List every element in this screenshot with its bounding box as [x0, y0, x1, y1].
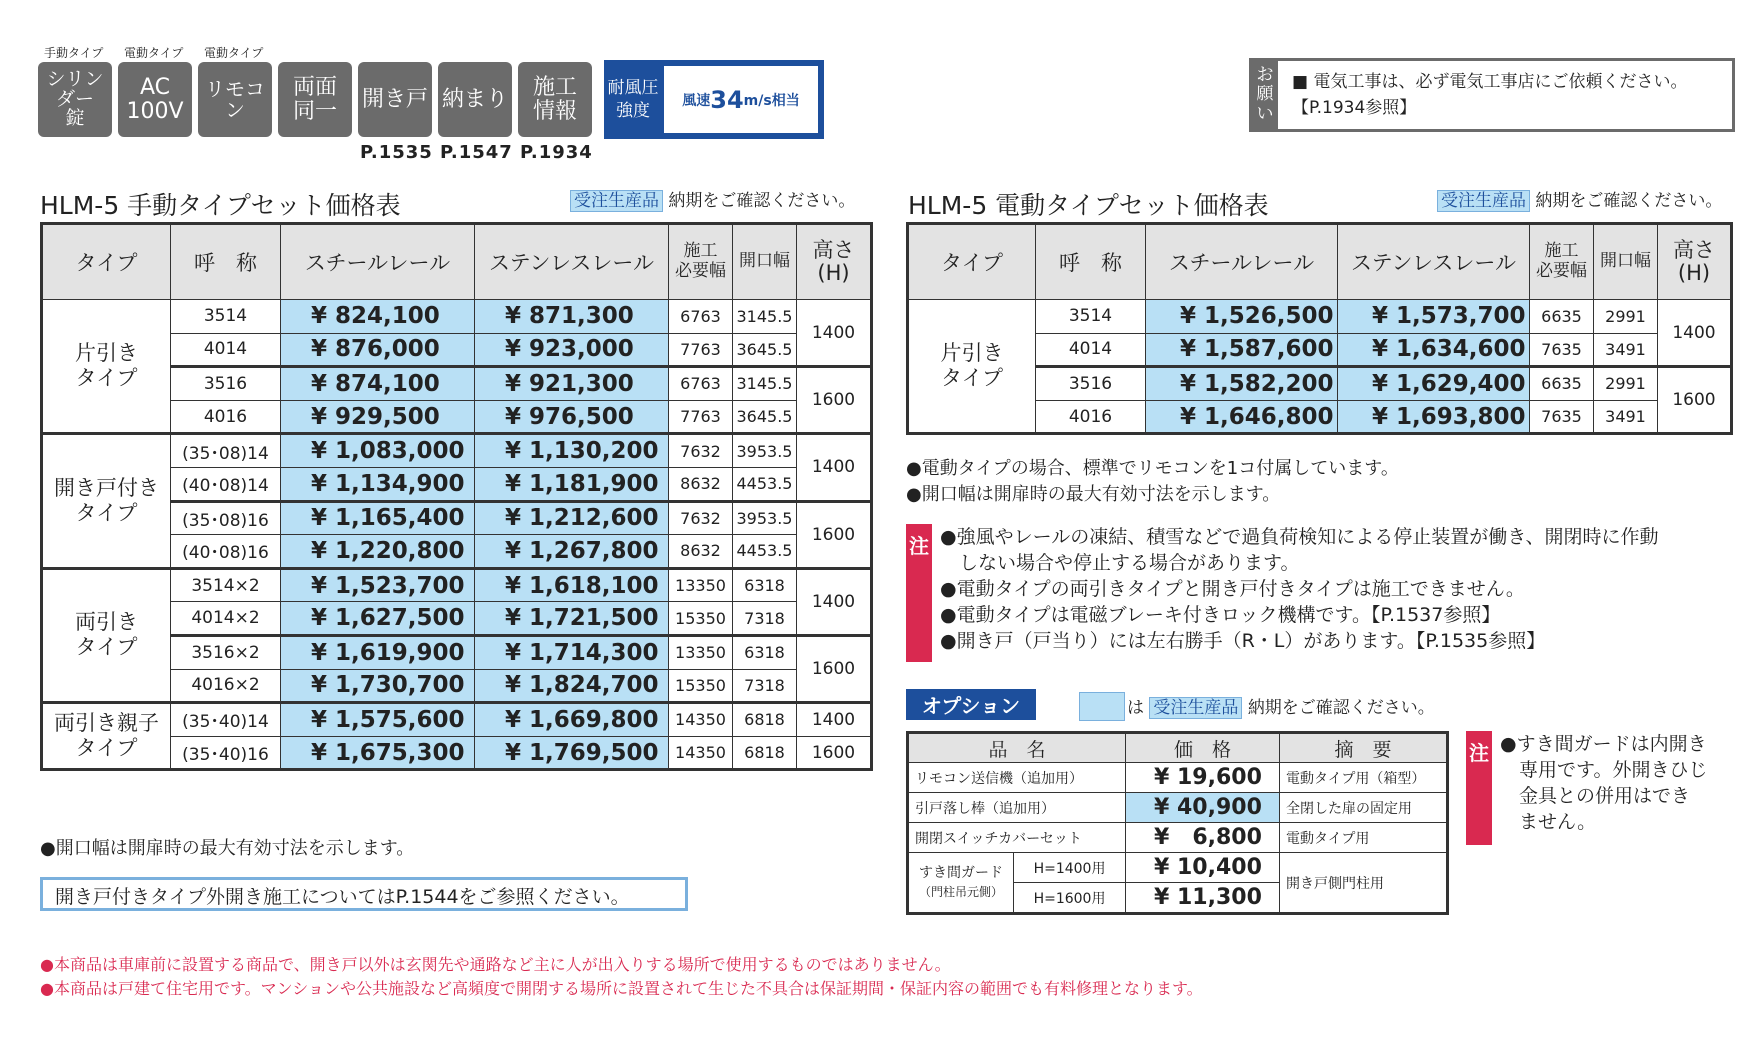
name-cell: (35･08)14 — [171, 434, 281, 468]
option-row: リモコン送信機（追加用） ¥ 19,600 電動タイプ用（箱型） — [908, 763, 1448, 793]
price-cell: ¥ 921,300 — [475, 367, 669, 401]
height-cell: 1400 — [1658, 300, 1732, 367]
opening-cell: 4453.5 — [733, 535, 797, 569]
badge-swing-door[interactable]: 開き戸 — [358, 62, 432, 137]
name-cell: (40･08)14 — [171, 467, 281, 501]
opening-cell: 3953.5 — [733, 434, 797, 468]
price-cell: ¥ 976,500 — [475, 400, 669, 434]
badge-remote: リモコン — [198, 62, 272, 137]
price-cell: ¥ 1,769,500 — [475, 736, 669, 770]
option-header-remark: 摘 要 — [1280, 733, 1448, 763]
width-cell: 6635 — [1530, 300, 1594, 334]
name-cell: 4014×2 — [171, 602, 281, 636]
option-row: 引戸落し棒（追加用） ¥ 40,900 全閉した扉の固定用 — [908, 793, 1448, 823]
opening-cell: 3953.5 — [733, 501, 797, 535]
price-cell: ¥ 1,220,800 — [281, 535, 475, 569]
height-cell: 1400 — [797, 300, 872, 367]
electric-note-1: ●電動タイプの場合、標準でリモコンを1コ付属しています。 — [906, 458, 1399, 479]
price-cell: ¥ 1,618,100 — [475, 568, 669, 602]
made-to-order-note-manual: 受注生産品 納期をご確認ください。 — [570, 186, 855, 211]
caution-text-1: ●強風やレールの凍結、積雪などで過負荷検知による停止装置が働き、開閉時に作動 しない場合や停止する場合があります。 ●電動タイプの両引きタイプと開き戸付きタイプは施工できません。 ●電動タイプは電磁ブレーキ付きロック機構です。【P.1537参照】 ●開き戸（戸当り）には左右勝手（R・L）があります。【P.1535参照】 — [940, 526, 1659, 652]
opening-cell: 3145.5 — [733, 300, 797, 334]
price-cell: ¥ 824,100 — [281, 300, 475, 334]
name-cell: 3516 — [1036, 367, 1146, 401]
width-cell: 7763 — [669, 400, 733, 434]
header-height: 高さ (H) — [797, 224, 872, 300]
opening-cell: 2991 — [1594, 300, 1658, 334]
name-cell: 4016 — [171, 400, 281, 434]
price-cell: ¥ 1,693,800 — [1338, 400, 1530, 434]
width-cell: 14350 — [669, 736, 733, 770]
table-row — [908, 300, 1732, 334]
opening-cell: 3491 — [1594, 333, 1658, 367]
name-cell: 3516×2 — [171, 635, 281, 669]
height-cell: 1600 — [797, 501, 872, 568]
price-cell: ¥ 1,575,600 — [281, 703, 475, 737]
option-header-name: 品 名 — [908, 733, 1126, 763]
badge-fitting[interactable]: 納まり — [438, 62, 512, 137]
option-header-price: 価 格 — [1126, 733, 1280, 763]
wind-resistance-badge: 耐風圧 強度 風速 34 m/s相当 — [604, 60, 824, 139]
width-cell: 7635 — [1530, 333, 1594, 367]
price-cell: ¥ 1,165,400 — [281, 501, 475, 535]
price-cell: ¥ 923,000 — [475, 333, 669, 367]
footer-note-2: ●本商品は戸建て住宅用です。マンションや公共施設など高頻度で開閉する場所に設置されて生じた不具合は保証期間・保証内容の範囲でも有料修理となります。 — [40, 979, 1203, 998]
caution-tag-2: 注 — [1466, 731, 1492, 845]
name-cell: 4014 — [171, 333, 281, 367]
header-type: タイプ — [908, 224, 1036, 300]
price-cell: ¥ 1,587,600 — [1146, 333, 1338, 367]
badge-cylinder-lock: シリンダー 錠 — [38, 62, 112, 137]
price-cell: ¥ 1,629,400 — [1338, 367, 1530, 401]
header-opening-width: 開口幅 — [1594, 224, 1658, 300]
pageref-construction[interactable]: P.1934 — [520, 142, 593, 163]
pageref-fitting[interactable]: P.1547 — [440, 142, 513, 163]
type-cell: 両引き タイプ — [42, 568, 171, 702]
badge-caption-electric-2: 電動タイプ — [204, 46, 264, 60]
manual-table-title: HLM-5 手動タイプセット価格表 — [40, 191, 401, 220]
badge-double-sided: 両面 同一 — [278, 62, 352, 137]
opening-cell: 3491 — [1594, 400, 1658, 434]
opening-cell: 3645.5 — [733, 400, 797, 434]
made-to-order-note-electric: 受注生産品 納期をご確認ください。 — [1437, 186, 1722, 211]
opening-cell: 2991 — [1594, 367, 1658, 401]
table-row — [42, 568, 872, 602]
width-cell: 13350 — [669, 635, 733, 669]
name-cell: 3516 — [171, 367, 281, 401]
price-cell: ¥ 1,634,600 — [1338, 333, 1530, 367]
table-row — [42, 703, 872, 737]
height-cell: 1600 — [797, 736, 872, 770]
height-cell: 1400 — [797, 703, 872, 737]
electric-price-table — [906, 222, 1733, 435]
price-cell: ¥ 874,100 — [281, 367, 475, 401]
width-cell: 15350 — [669, 602, 733, 636]
opening-cell: 6818 — [733, 703, 797, 737]
price-cell: ¥ 1,083,000 — [281, 434, 475, 468]
opening-cell: 3645.5 — [733, 333, 797, 367]
table-row — [42, 434, 872, 468]
price-cell: ¥ 929,500 — [281, 400, 475, 434]
price-cell: ¥ 1,526,500 — [1146, 300, 1338, 334]
name-cell: 4016 — [1036, 400, 1146, 434]
option-badge: オプション — [906, 689, 1036, 720]
width-cell: 7632 — [669, 501, 733, 535]
price-cell: ¥ 1,212,600 — [475, 501, 669, 535]
width-cell: 6763 — [669, 367, 733, 401]
electric-note-2: ●開口幅は開扉時の最大有効寸法を示します。 — [906, 484, 1281, 505]
header-name: 呼 称 — [1036, 224, 1146, 300]
price-cell: ¥ 1,267,800 — [475, 535, 669, 569]
type-cell: 片引き タイプ — [908, 300, 1036, 434]
price-cell: ¥ 1,619,900 — [281, 635, 475, 669]
price-cell: ¥ 1,523,700 — [281, 568, 475, 602]
electric-table-title: HLM-5 電動タイプセット価格表 — [908, 191, 1269, 220]
price-cell: ¥ 1,646,800 — [1146, 400, 1338, 434]
width-cell: 8632 — [669, 535, 733, 569]
header-height: 高さ (H) — [1658, 224, 1732, 300]
opening-cell: 7318 — [733, 602, 797, 636]
price-cell: ¥ 1,669,800 — [475, 703, 669, 737]
price-cell: ¥ 1,824,700 — [475, 669, 669, 703]
request-notice: お 願 い ■ 電気工事は、必ず電気工事店にご依頼ください。 【P.1934参照】 — [1249, 58, 1735, 132]
opening-cell: 6818 — [733, 736, 797, 770]
height-cell: 1400 — [797, 434, 872, 501]
header-steel-rail: スチールレール — [281, 224, 475, 300]
width-cell: 7635 — [1530, 400, 1594, 434]
price-cell: ¥ 1,730,700 — [281, 669, 475, 703]
notice-line-1: ■ 電気工事は、必ず電気工事店にご依頼ください。 — [1292, 72, 1688, 92]
footer-note-1: ●本商品は車庫前に設置する商品で、開き戸以外は玄関先や通路など主に人が出入りする場所で使用するものではありません。 — [40, 955, 951, 974]
name-cell: 3514×2 — [171, 568, 281, 602]
badge-caption-manual: 手動タイプ — [44, 46, 104, 60]
caution-text-2: ●すき間ガードは内開き 専用です。外開きひじ 金具との併用はでき ません。 — [1500, 733, 1708, 833]
option-row: 開閉スイッチカバーセット ¥ 6,800 電動タイプ用 — [908, 823, 1448, 853]
opening-cell: 7318 — [733, 669, 797, 703]
width-cell: 6635 — [1530, 367, 1594, 401]
width-cell: 15350 — [669, 669, 733, 703]
swing-door-outward-note[interactable]: 開き戸付きタイプ外開き施工についてはP.1544をご参照ください。 — [40, 877, 688, 911]
badge-construction-info[interactable]: 施工 情報 — [518, 62, 592, 137]
made-to-order-swatch — [1079, 692, 1125, 721]
header-opening-width: 開口幅 — [733, 224, 797, 300]
table-row — [42, 300, 872, 334]
price-cell: ¥ 1,573,700 — [1338, 300, 1530, 334]
opening-cell: 6318 — [733, 635, 797, 669]
width-cell: 7763 — [669, 333, 733, 367]
price-cell: ¥ 1,134,900 — [281, 467, 475, 501]
name-cell: 3514 — [1036, 300, 1146, 334]
manual-price-table — [40, 222, 873, 771]
notice-line-2: 【P.1934参照】 — [1292, 98, 1417, 118]
price-cell: ¥ 876,000 — [281, 333, 475, 367]
type-cell: 両引き親子 タイプ — [42, 703, 171, 770]
header-name: 呼 称 — [171, 224, 281, 300]
price-cell: ¥ 871,300 — [475, 300, 669, 334]
width-cell: 7632 — [669, 434, 733, 468]
opening-cell: 4453.5 — [733, 467, 797, 501]
opening-cell: 3145.5 — [733, 367, 797, 401]
width-cell: 13350 — [669, 568, 733, 602]
type-cell: 片引き タイプ — [42, 300, 171, 434]
name-cell: (35･08)16 — [171, 501, 281, 535]
option-row-guard: すき間ガード （門柱吊元側） H=1400用 ¥ 10,400 開き戸側門柱用 — [908, 853, 1448, 883]
pageref-swing-door[interactable]: P.1535 — [360, 142, 433, 163]
header-stainless-rail: ステンレスレール — [1338, 224, 1530, 300]
header-stainless-rail: ステンレスレール — [475, 224, 669, 300]
price-cell: ¥ 1,675,300 — [281, 736, 475, 770]
height-cell: 1400 — [797, 568, 872, 635]
price-cell: ¥ 1,627,500 — [281, 602, 475, 636]
price-cell: ¥ 1,714,300 — [475, 635, 669, 669]
type-cell: 開き戸付き タイプ — [42, 434, 171, 568]
caution-tag-1: 注 — [906, 524, 932, 662]
header-construction-width: 施工 必要幅 — [669, 224, 733, 300]
name-cell: (35･40)14 — [171, 703, 281, 737]
price-cell: ¥ 1,130,200 — [475, 434, 669, 468]
width-cell: 8632 — [669, 467, 733, 501]
badge-ac100v: AC 100V — [118, 62, 192, 137]
height-cell: 1600 — [797, 635, 872, 702]
height-cell: 1600 — [797, 367, 872, 434]
name-cell: 4016×2 — [171, 669, 281, 703]
manual-opening-note: ●開口幅は開扉時の最大有効寸法を示します。 — [40, 838, 415, 859]
price-cell: ¥ 1,582,200 — [1146, 367, 1338, 401]
option-row-guard: H=1600用 ¥ 11,300 — [908, 883, 1448, 914]
header-steel-rail: スチールレール — [1146, 224, 1338, 300]
price-cell: ¥ 1,721,500 — [475, 602, 669, 636]
header-construction-width: 施工 必要幅 — [1530, 224, 1594, 300]
header-type: タイプ — [42, 224, 171, 300]
name-cell: (40･08)16 — [171, 535, 281, 569]
name-cell: 3514 — [171, 300, 281, 334]
height-cell: 1600 — [1658, 367, 1732, 434]
opening-cell: 6318 — [733, 568, 797, 602]
name-cell: 4014 — [1036, 333, 1146, 367]
width-cell: 6763 — [669, 300, 733, 334]
option-table — [906, 731, 1449, 915]
name-cell: (35･40)16 — [171, 736, 281, 770]
width-cell: 14350 — [669, 703, 733, 737]
badge-caption-electric-1: 電動タイプ — [124, 46, 184, 60]
made-to-order-note-option: は 受注生産品 納期をご確認ください。 — [1127, 698, 1435, 718]
price-cell: ¥ 1,181,900 — [475, 467, 669, 501]
